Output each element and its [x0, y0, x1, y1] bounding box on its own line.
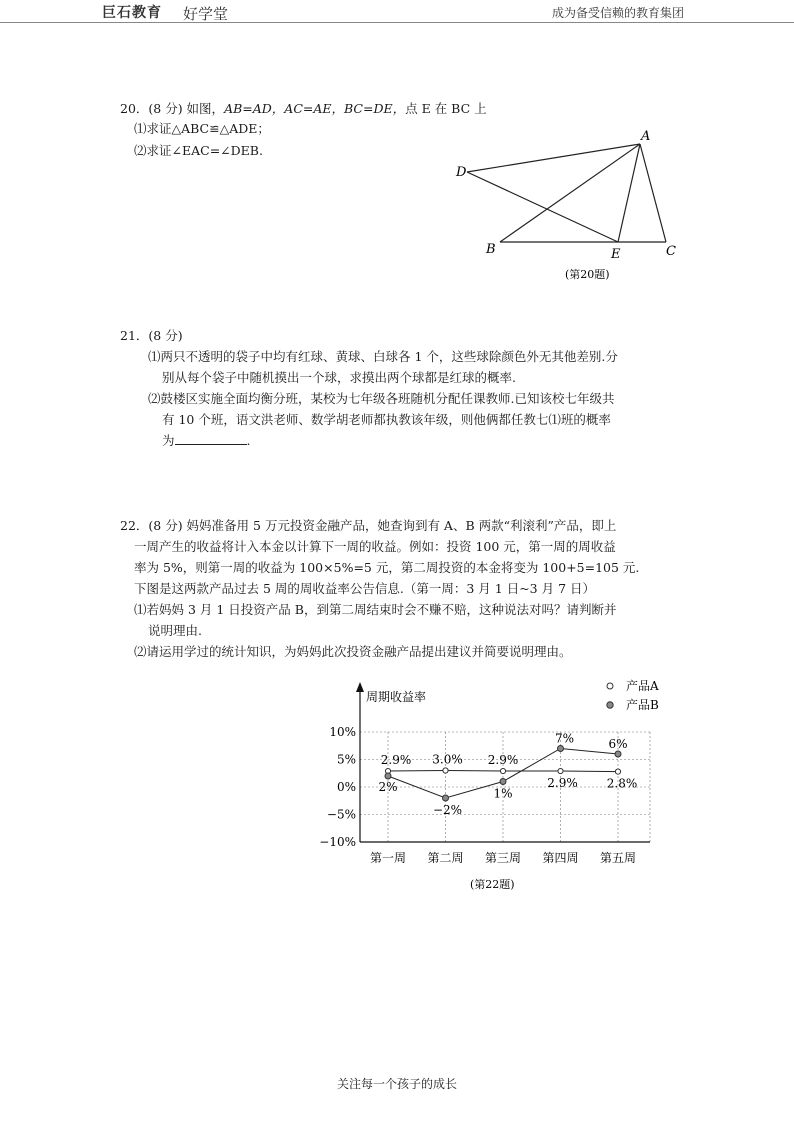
- q20-caption: (第20题): [565, 268, 610, 281]
- q20-conditions: AB=AD，AC=AE，BC=DE，: [224, 101, 406, 116]
- q20-lead: 20．(8 分) 如图，: [120, 101, 225, 116]
- q20-conditions-2: 点 E 在 BC 上: [405, 101, 487, 116]
- segment-ac: [640, 144, 666, 242]
- data-label-b: 1%: [493, 786, 513, 801]
- label-e: E: [611, 247, 621, 262]
- x-tick-label: 第三周: [484, 851, 522, 865]
- q22-line5: ⑴若妈妈 3 月 1 日投资产品 B，到第二周结束时会不赚不赔，这种说法对吗？请判断并: [134, 602, 617, 617]
- x-tick-label: 第一周: [369, 851, 407, 865]
- q21-line5-end: .: [246, 433, 251, 448]
- q22-line4: 下图是这两款产品过去 5 周的周收益率公告信息.（第一周：3 月 1 日~3 月 7 日）: [134, 581, 595, 596]
- brand-logo-secondary: 好学堂: [183, 5, 229, 23]
- data-label-b: −2%: [432, 803, 463, 817]
- legend-marker-a: [607, 683, 613, 689]
- label-d: D: [456, 165, 467, 180]
- q22-line6: 说明理由.: [148, 623, 202, 638]
- data-label-b: 6%: [608, 737, 628, 751]
- point-b: [558, 746, 564, 752]
- segment-de: [467, 172, 618, 242]
- y-tick-label: −5%: [326, 807, 356, 822]
- y-tick-label: 5%: [336, 752, 356, 767]
- q22-line7: ⑵请运用学过的统计知识，为妈妈此次投资金融产品提出建议并简要说明理由。: [134, 644, 572, 659]
- brand-logo: 巨石教育: [102, 5, 162, 21]
- q21-line5: [162, 430, 251, 451]
- y-tick-label: −10%: [319, 835, 356, 849]
- point-a: [615, 769, 620, 774]
- x-tick-label: 第二周: [427, 851, 464, 865]
- data-label-a: 2.9%: [487, 753, 519, 768]
- y-tick-label: 10%: [329, 725, 356, 739]
- q21-line1: ⑴两只不透明的袋子中均有红球、黄球、白球各 1 个，这些球除颜色外无其他差别.分: [148, 349, 618, 364]
- q20-figure: [450, 125, 690, 285]
- q21-line4: 有 10 个班，语文洪老师、数学胡老师都执教该年级，则他俩都任教七⑴班的概率: [162, 412, 611, 427]
- q21-line2: 别从每个袋子中随机摸出一个球，求摸出两个球都是红球的概率.: [162, 370, 516, 385]
- data-label-a: 3.0%: [432, 752, 463, 767]
- data-label-a: 2.8%: [606, 776, 638, 791]
- legend-label-b: 产品B: [626, 698, 659, 712]
- label-c: C: [666, 244, 676, 259]
- data-label-a: 2.9%: [547, 776, 578, 791]
- q20-part1: ⑴求证△ABC≌△ADE；: [134, 121, 270, 136]
- page-footer: 关注每一个孩子的成长: [336, 1077, 457, 1091]
- point-b: [500, 779, 506, 785]
- chart-ylabel: 周期收益率: [366, 690, 427, 704]
- q21-line5-text: 为: [162, 433, 175, 448]
- x-tick-label: 第四周: [542, 851, 579, 865]
- header-slogan: 成为备受信赖的教育集团: [551, 6, 684, 20]
- q22-chart: [300, 670, 690, 900]
- label-b: B: [486, 242, 496, 257]
- q20-part2: ⑵求证∠EAC=∠DEB.: [134, 143, 263, 158]
- point-a: [500, 768, 505, 773]
- legend-marker-b: [607, 702, 613, 708]
- y-axis-arrow: [356, 682, 364, 692]
- x-tick-label: 第五周: [599, 851, 637, 865]
- answer-blank[interactable]: [175, 431, 247, 445]
- point-b: [443, 795, 449, 801]
- q22-line1: 22．(8 分) 妈妈准备用 5 万元投资金融产品，她查询到有 A、B 两款“利滚利”产品，即上: [120, 518, 617, 533]
- y-tick-label: 0%: [336, 780, 356, 794]
- point-b: [385, 773, 391, 779]
- q22-caption: (第22题): [470, 878, 515, 891]
- point-b: [615, 751, 621, 757]
- segment-ab: [500, 144, 640, 242]
- chart-legend: [607, 678, 659, 712]
- q21-line3: ⑵鼓楼区实施全面均衡分班，某校为七年级各班随机分配任课教师.已知该校七年级共: [148, 391, 615, 406]
- legend-label-a: 产品A: [626, 679, 659, 693]
- segment-ae: [618, 144, 640, 242]
- label-a: A: [641, 129, 651, 144]
- data-label-b: 7%: [554, 731, 575, 746]
- segment-ad: [467, 144, 640, 172]
- point-a: [443, 768, 448, 773]
- q21-lead: 21．(8 分): [120, 328, 183, 343]
- q22-line2: 一周产生的收益将计入本金以计算下一周的收益。例如：投资 100 元，第一周的周收益: [134, 539, 616, 554]
- q20-stem: [120, 98, 487, 119]
- chart-labels: [319, 725, 637, 865]
- point-a: [558, 768, 563, 773]
- data-label-b: 2%: [378, 780, 398, 794]
- q22-line3: 率为 5%，则第一周的收益为 100×5%=5 元，第二周投资的本金将变为 100+5=105 元.: [134, 560, 640, 575]
- data-label-a: 2.9%: [380, 753, 412, 768]
